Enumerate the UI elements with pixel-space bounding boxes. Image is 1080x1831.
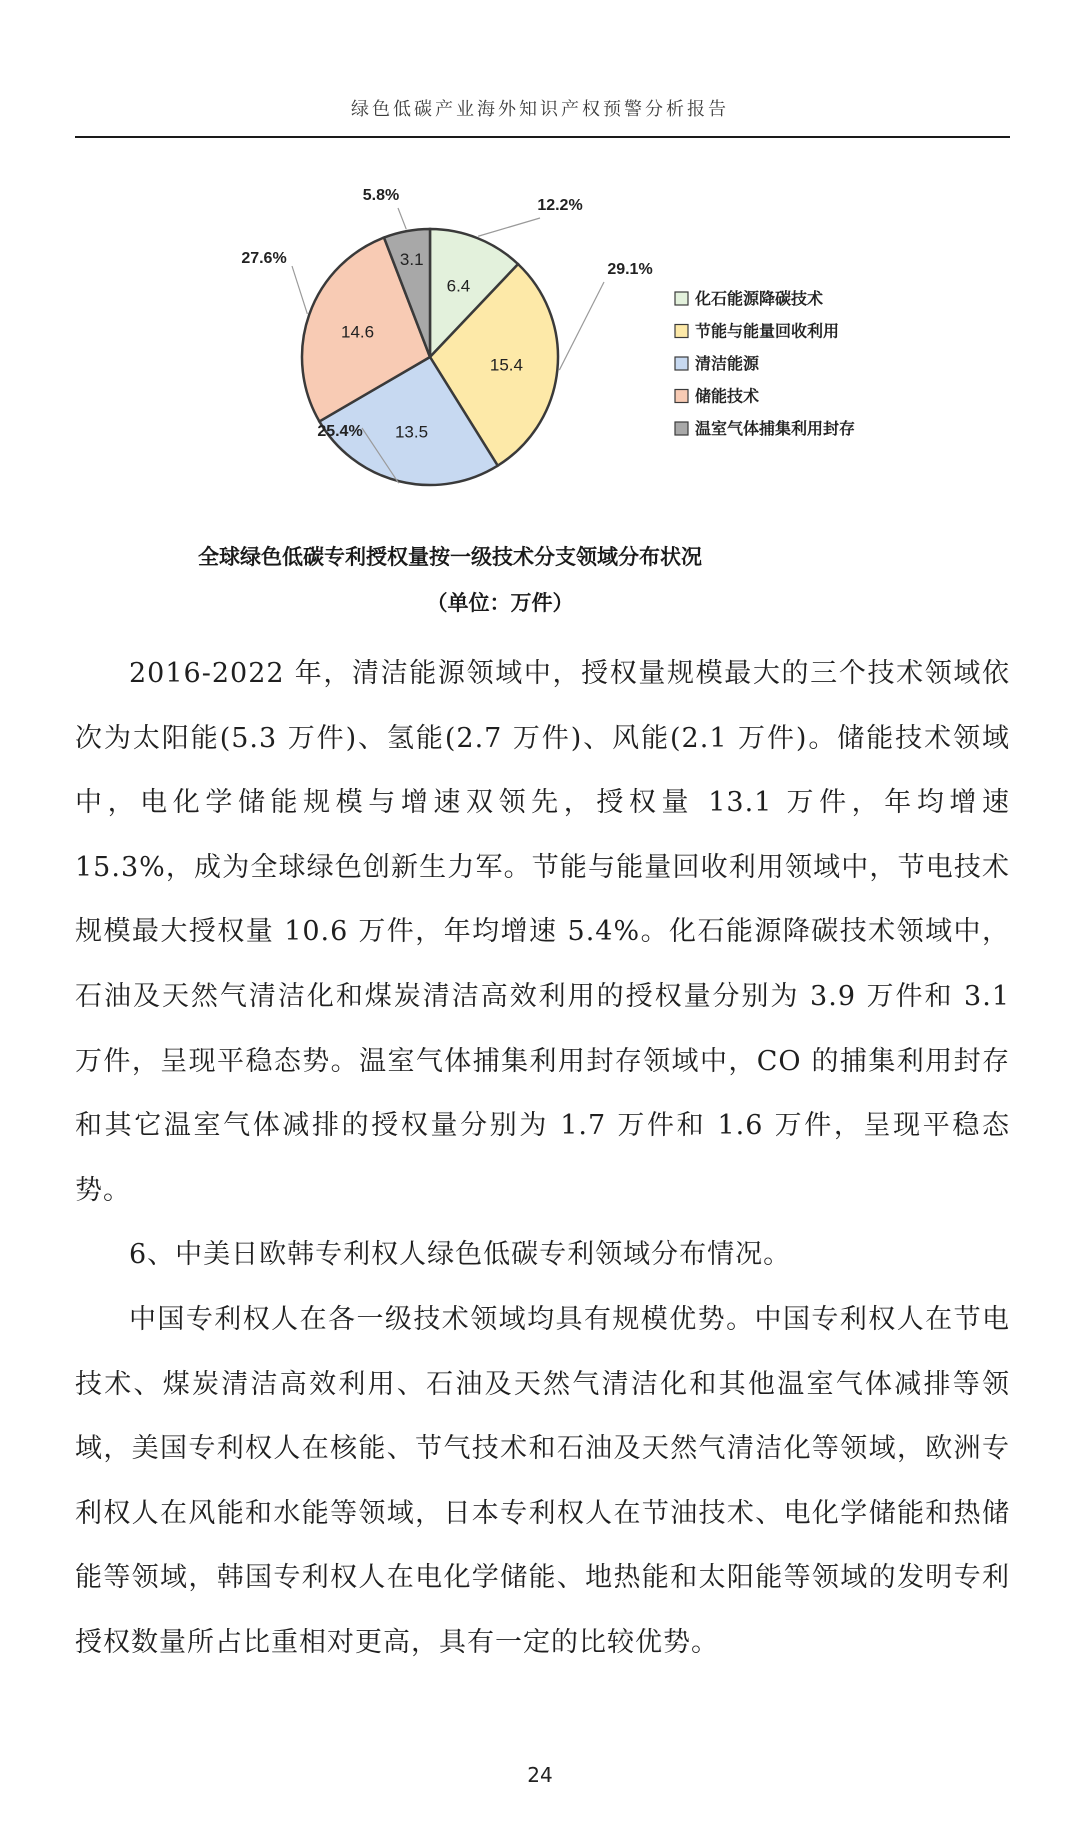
legend-label: 储能技术 (695, 388, 760, 406)
pie-chart (0, 170, 1000, 525)
percent-leader-line (559, 282, 604, 370)
legend-label: 温室气体捕集利用封存 (695, 421, 856, 438)
slice-percent-label: 25.4% (317, 423, 363, 440)
slice-value-label: 3.1 (399, 249, 424, 269)
legend-swatch (675, 325, 688, 338)
percent-leader-line (398, 208, 406, 229)
running-header: 绿色低碳产业海外知识产权预警分析报告 (351, 99, 729, 120)
slice-value-label: 13.5 (394, 422, 429, 442)
paragraph-3: 中国专利权人在各一级技术领域均具有规模优势。中国专利权人在节电技术、煤炭清洁高效利用、石油及天然气清洁化和其他温室气体减排等领域，美国专利权人在核能、节气技术和石油及天然气清洁化等领域，欧洲专利权人在风能和水能等领域，日本专利权人在节油技术、电化学储能和热储能等领域，韩国专利权人在电化学储能、地热能和太阳能等领域的发明专利授权数量所占比重相对更高，具有一定的比较优势。 (75, 1303, 1010, 1658)
body-text (75, 642, 1010, 1676)
slice-value-label: 15.4 (489, 355, 523, 375)
slice-value-label: 6.4 (446, 276, 471, 296)
slice-percent-label: 27.6% (241, 250, 287, 267)
slice-value-label: 14.6 (340, 322, 375, 342)
legend-swatch (675, 292, 688, 305)
legend-label: 节能与能量回收利用 (695, 323, 840, 341)
paragraph-2: 6、中美日欧韩专利权人绿色低碳专利领域分布情况。 (129, 1239, 792, 1271)
slice-percent-label: 29.1% (607, 261, 653, 278)
slice-percent-label: 5.8% (362, 187, 400, 204)
percent-leader-line (292, 266, 307, 314)
legend-swatch (675, 390, 688, 403)
slice-percent-label: 12.2% (537, 197, 583, 214)
paragraph-1: 2016-2022 年，清洁能源领域中，授权量规模最大的三个技术领域依次为太阳能(5.3 万件)、氢能(2.7 万件)、风能(2.1 万件)。储能技术领域中，电化学储能规模与增速双领先，授权量 13.1 万件，年均增速 15.3%，成为全球绿色创新生力军。节能与能量回收利用领域中，节电技术规模最大授权量 10.6 万件，年均增速 5.4%。化石能源降碳技术领域中，石油及天然气清洁化和煤炭清洁高效利用的授权量分别为 3.9 万件和 3.1 万件，呈现平稳态势。温室气体捕集利用封存领域中，CO 的捕集利用封存和其它温室气体减排的授权量分别为 1.7 万件和 1.6 万件，呈现平稳态势。 (75, 658, 1010, 1206)
legend-swatch (675, 422, 688, 435)
header-rule (75, 136, 1010, 138)
chart-legend (675, 289, 855, 438)
legend-label: 化石能源降碳技术 (695, 291, 824, 308)
legend-swatch (675, 357, 688, 370)
page-number: 24 (527, 1763, 553, 1787)
chart-unit: （单位：万件） (426, 591, 574, 615)
chart-title: 全球绿色低碳专利授权量按一级技术分支领域分布状况 (198, 545, 702, 569)
legend-label: 清洁能源 (695, 356, 760, 373)
percent-leader-line (478, 218, 540, 236)
